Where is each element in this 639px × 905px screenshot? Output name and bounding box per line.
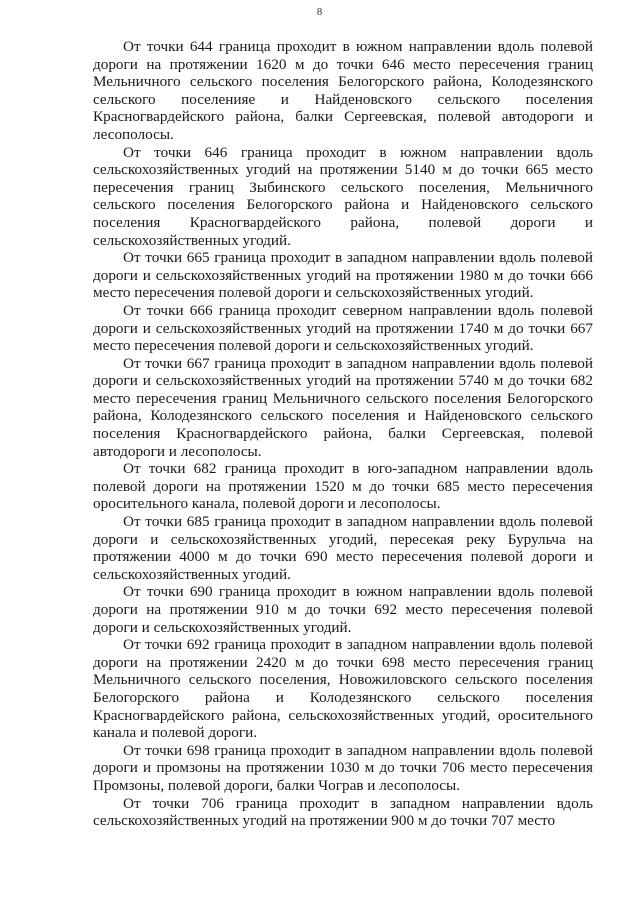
page-number: 8 (316, 6, 323, 18)
paragraph: От точки 644 граница проходит в южном направлении вдоль полевой дороги на протяжении 1620 м до точки 646 место пересечения границ Мельничного сельского поселения Белогорского района, Колодезянского сельского поселенияе и Найденовского сельского поселения Красногвардейского района, балки Сергеевская, полевой автодороги и лесополосы. (93, 38, 593, 143)
paragraph: От точки 666 граница проходит северном направлении вдоль полевой дороги и сельскохозяйственных угодий на протяжении 1740 м до точки 667 место пересечения полевой дороги и сельскохозяйственных угодий. (93, 301, 593, 355)
paragraph: От точки 667 граница проходит в западном направлении вдоль полевой дороги и сельскохозяйственных угодий на протяжении 5740 м до точки 682 место пересечения границ Мельничного сельского поселения Белогорского района, Колодезянского сельского поселения и Найденовского сельского поселения Красногвардейского района, балки Сергеевская, полевой автодороги и лесополосы. (93, 354, 593, 460)
paragraph: От точки 685 граница проходит в западном направлении вдоль полевой дороги и сельскохозяйственных угодий, пересекая реку Бурульча на протяжении 4000 м до точки 690 место пересечения полевой дороги и сельскохозяйственных угодий. (93, 513, 593, 583)
paragraph: От точки 692 граница проходит в западном направлении вдоль полевой дороги на протяжении 2420 м до точки 698 место пересечения границ Мельничного сельского поселения, Новожиловского сельского поселения Белогорского района и Колодезянского сельского поселения Красногвардейского района, сельскохозяйственных угодий, оросительного канала и полевой дороги. (93, 636, 593, 742)
paragraph: От точки 665 граница проходит в западном направлении вдоль полевой дороги и сельскохозяйственных угодий на протяжении 1980 м до точки 666 место пересечения полевой дороги и сельскохозяйственных угодий. (93, 249, 593, 302)
document-body (93, 38, 593, 830)
paragraph: От точки 646 граница проходит в южном направлении вдоль сельскохозяйственных угодий на протяжении 5140 м до точки 665 место пересечения границ Зыбинского сельского поселения, Мельничного сельского поселения Белогорского района и Найденовского сельского поселения Красногвардейского района, полевой дороги и сельскохозяйственных угодий. (93, 143, 593, 249)
paragraph: От точки 698 граница проходит в западном направлении вдоль полевой дороги и промзоны на протяжении 1030 м до точки 706 место пересечения Промзоны, полевой дороги, балки Чограв и лесополосы. (93, 741, 593, 794)
paragraph: От точки 706 граница проходит в западном направлении вдоль сельскохозяйственных угодий на протяжении 900 м до точки 707 место (93, 794, 593, 830)
paragraph: От точки 682 граница проходит в юго-западном направлении вдоль полевой дороги на протяжении 1520 м до точки 685 место пересечения оросительного канала, полевой дороги и лесополосы. (93, 460, 593, 513)
paragraph: От точки 690 граница проходит в южном направлении вдоль полевой дороги на протяжении 910 м до точки 692 место пересечения полевой дороги и сельскохозяйственных угодий. (93, 583, 593, 636)
